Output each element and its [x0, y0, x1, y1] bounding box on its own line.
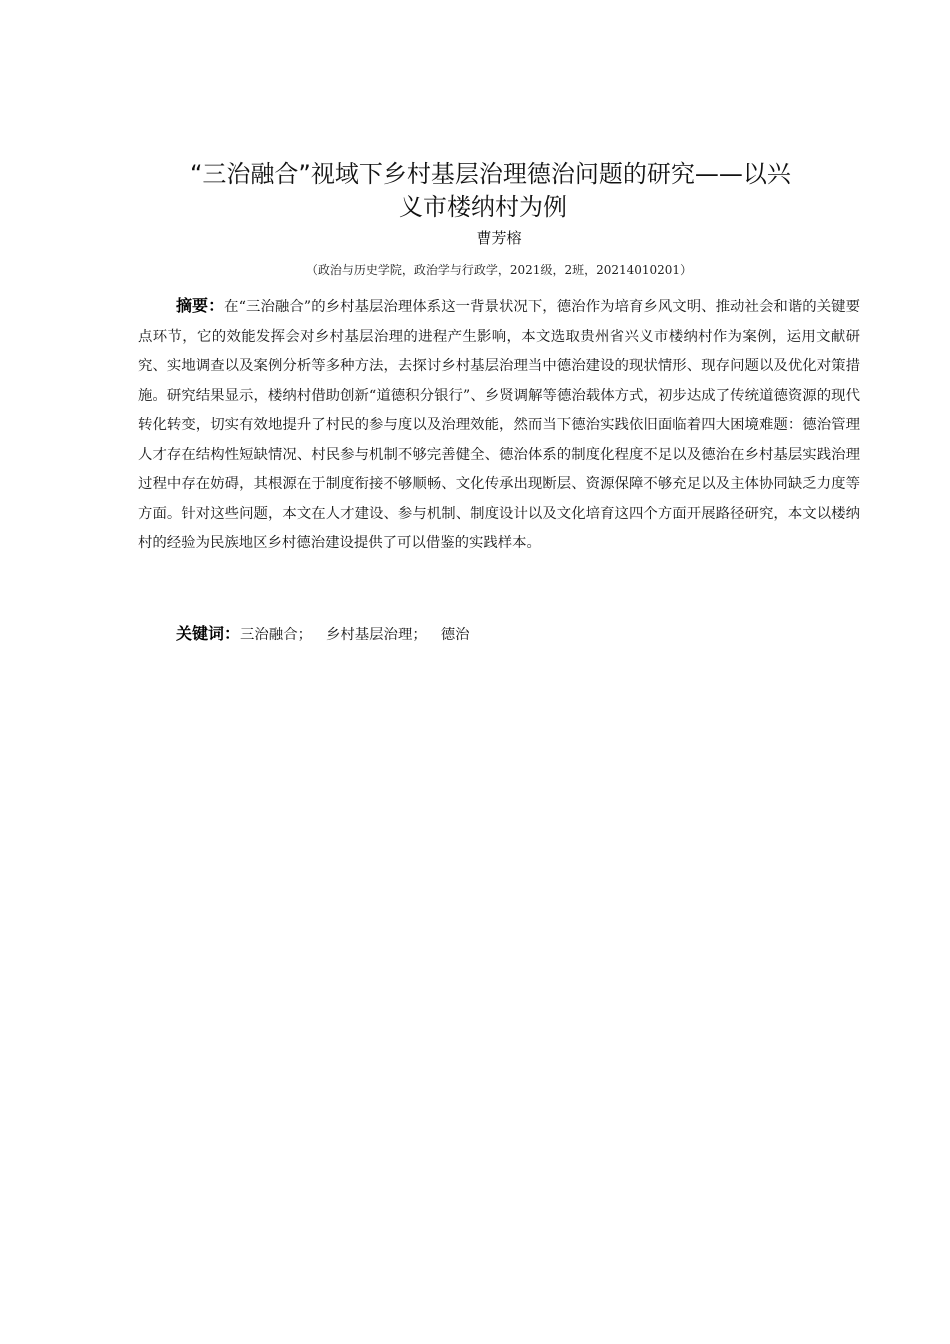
abstract-text: 在“三治融合”的乡村基层治理体系这一背景状况下，德治作为培育乡风文明、推动社会和谐的关键要点环节，它的效能发挥会对乡村基层治理的进程产生影响，本文选取贵州省兴义市楼纳村作为案例，运用文献研究、实地调查以及案例分析等多种方法，去探讨乡村基层治理当中德治建设的现状情形、现存问题以及优化对策措施。研究结果显示，楼纳村借助创新“道德积分银行”、乡贤调解等德治载体方式，初步达成了传统道德资源的现代转化转变，切实有效地提升了村民的参与度以及治理效能，然而当下德治实践依旧面临着四大困境难题：德治管理人才存在结构性短缺情况、村民参与机制不够完善健全、德治体系的制度化程度不足以及德治在乡村基层实践治理过程中存在妨碍，其根源在于制度衔接不够顺畅、文化传承出现断层、资源保障不够充足以及主体协同缺乏力度等方面。针对这些问题，本文在人才建设、参与机制、制度设计以及文化培育这四个方面开展路径研究，本文以楼纳村的经验为民族地区乡村德治建设提供了可以借鉴的实践样本。	[138, 299, 860, 551]
keywords	[176, 622, 484, 647]
abstract-label: 摘要：	[176, 296, 225, 315]
author-affiliation: （政治与历史学院，政治学与行政学，2021级，2班，20214010201）	[305, 263, 693, 277]
abstract	[138, 291, 860, 559]
paper-title	[190, 158, 870, 224]
paper-title-line2: 义市楼纳村为例	[399, 193, 567, 221]
keyword-item: 乡村基层治理；	[325, 627, 427, 643]
keyword-item: 三治融合；	[240, 627, 312, 643]
keywords-label: 关键词：	[176, 624, 241, 643]
keyword-item: 德治	[440, 627, 470, 643]
author-name: 曹芳榕	[476, 229, 522, 247]
paper-title-line1: “三治融合”视域下乡村基层治理德治问题的研究——以兴	[190, 160, 791, 188]
